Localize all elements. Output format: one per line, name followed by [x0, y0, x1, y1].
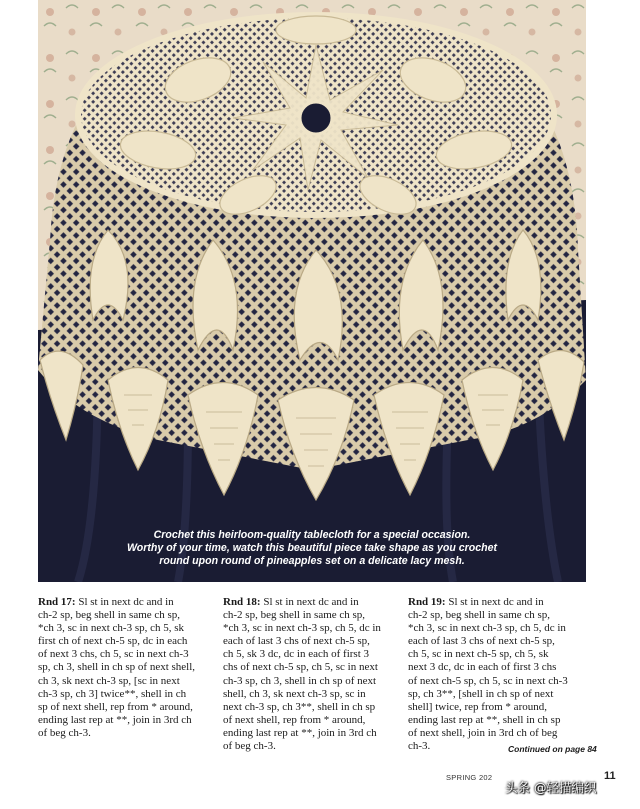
instruction-line: sp, ch 3, shell in ch sp of next shell, — [38, 661, 196, 674]
continued-note: Continued on page 84 — [508, 744, 597, 754]
issue-footer: SPRING 202 — [446, 773, 493, 782]
instruction-line: of next shell, join in 3rd ch of beg — [408, 726, 558, 739]
caption-line: Worthy of your time, watch this beautiful piece take shape as you crochet — [126, 542, 498, 554]
instruction-text: Sl st in next dc and in — [260, 596, 359, 608]
instruction-line: *ch 3, sc in next ch-3 sp, ch 5, dc in — [408, 622, 566, 635]
instruction-line: shell, ch 3, sk next ch-3 sp, sc in — [223, 687, 366, 700]
instruction-line: each of last 3 chs of next ch-5 sp, — [223, 635, 370, 648]
instruction-line: ch-3 sp, ch 3, shell in ch sp of next — [223, 674, 377, 687]
page-number: 11 — [604, 770, 616, 782]
instruction-line: next 3 dc, dc in each of first 3 chs — [408, 661, 557, 674]
instruction-text: Sl st in next dc and in — [75, 596, 174, 608]
tablecloth-photo — [38, 0, 586, 582]
instruction-line — [408, 596, 580, 609]
instruction-line: first ch of next ch-5 sp, dc in each — [38, 635, 188, 648]
instruction-line: ch-2 sp, beg shell in same ch sp, — [38, 609, 181, 622]
instruction-column-rnd-18 — [223, 596, 395, 753]
instruction-line: ch-2 sp, beg shell in same ch sp, — [223, 609, 366, 622]
instruction-line: ending last rep at **, join in 3rd ch — [223, 726, 377, 739]
instruction-line: ch-3 sp, ch 3] twice**, shell in ch — [38, 687, 187, 700]
instruction-line: ch 3, sk next ch-3 sp, [sc in next — [38, 674, 180, 687]
instruction-line: ch 5, sc in next ch-5 sp, ch 5, sk — [408, 648, 549, 661]
instruction-text: Sl st in next dc and in — [445, 596, 544, 608]
instruction-line: of next ch-5 sp, ch 5, sc in next ch-3 — [408, 674, 568, 687]
round-label: Rnd 18: — [223, 596, 261, 608]
caption-line: round upon round of pineapples set on a delicate lacy mesh. — [159, 555, 465, 567]
instruction-line: ch-3. — [408, 740, 431, 753]
instruction-line: of next 3 chs, ch 5, sc in next ch-3 — [38, 648, 189, 661]
instruction-line — [38, 596, 210, 609]
instruction-line — [223, 596, 395, 609]
instruction-line: *ch 3, sc in next ch-3 sp, ch 5, sk — [38, 622, 185, 635]
instruction-line: of beg ch-3. — [38, 726, 91, 739]
photo-caption — [58, 529, 566, 568]
caption-line: Crochet this heirloom-quality tablecloth for a special occasion. — [153, 529, 471, 541]
round-label: Rnd 17: — [38, 596, 76, 608]
instruction-line: ch 5, sk 3 dc, dc in each of first 3 — [223, 648, 370, 661]
instruction-line: sp, ch 3**, [shell in ch sp of next — [408, 687, 554, 700]
instruction-column-rnd-17 — [38, 596, 210, 740]
source-watermark: 头条 @轻描编织 — [505, 780, 597, 795]
tablecloth-illustration — [38, 0, 586, 582]
instruction-line: sp of next shell, rep from * around, — [38, 700, 193, 713]
instruction-line: ending last rep at **, join in 3rd ch — [38, 713, 192, 726]
instruction-line: shell] twice, rep from * around, — [408, 700, 547, 713]
instruction-line: of next shell, rep from * around, — [223, 713, 366, 726]
instruction-line: next ch-3 sp, ch 3**, shell in ch sp — [223, 700, 376, 713]
instruction-line: *ch 3, sc in next ch-3 sp, ch 5, dc in — [223, 622, 381, 635]
instruction-line: each of last 3 chs of next ch-5 sp, — [408, 635, 555, 648]
round-label: Rnd 19: — [408, 596, 446, 608]
instruction-line: of beg ch-3. — [223, 740, 276, 753]
instruction-line: chs of next ch-5 sp, ch 5, sc in next — [223, 661, 378, 674]
instruction-line: ch-2 sp, beg shell in same ch sp, — [408, 609, 551, 622]
instruction-column-rnd-19 — [408, 596, 580, 753]
instruction-line: ending last rep at **, shell in ch sp — [408, 713, 561, 726]
